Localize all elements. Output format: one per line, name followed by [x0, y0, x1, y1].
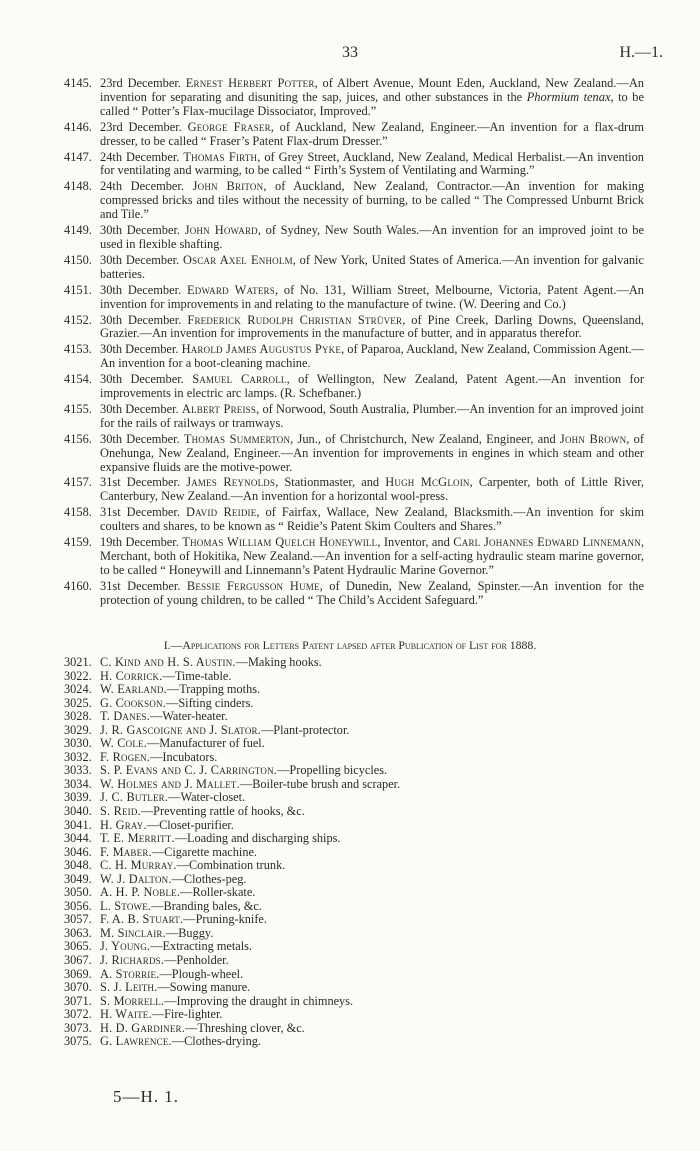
- lapsed-text: [100, 900, 262, 914]
- co-applicant-name: Hugh McGloin: [385, 475, 470, 490]
- lapsed-entry: [64, 900, 624, 914]
- lapsed-description: —Threshing clover, &c.: [185, 1020, 305, 1035]
- lapsed-text: [100, 832, 340, 846]
- application-date: 30th December.: [100, 401, 182, 416]
- lapsed-number: 3075.: [64, 1034, 92, 1049]
- lapsed-description: —Sowing manure.: [157, 980, 251, 995]
- lapsed-number: 3041.: [64, 817, 92, 832]
- application-description: , of Onehunga, New Zealand, Engineer.—An invention for improvements in engines in which steam and other expansive fluids are the motive-power.: [100, 431, 644, 474]
- lapsed-entry: [64, 764, 624, 778]
- lapsed-text: [100, 846, 257, 860]
- lapsed-applicant: T. E. Merritt.: [100, 831, 175, 846]
- application-number: 4159.: [64, 535, 92, 550]
- lapsed-description: —Clothes-peg.: [171, 871, 247, 886]
- lapsed-entry: [64, 778, 624, 792]
- lapsed-applicant: W. Holmes and J. Mallet.: [100, 776, 240, 791]
- co-applicant-name: Carl Johannes Edward Linnemann: [453, 535, 641, 550]
- application-entry: [64, 224, 644, 252]
- application-date: 31st December.: [100, 578, 187, 593]
- application-entry: [64, 180, 644, 222]
- lapsed-entry: [64, 995, 624, 1009]
- lapsed-number: 3073.: [64, 1020, 92, 1035]
- lapsed-entry: [64, 913, 624, 927]
- application-text: [100, 284, 644, 312]
- lapsed-description: —Loading and discharging ships.: [174, 831, 341, 846]
- lapsed-text: [100, 1022, 305, 1036]
- lapsed-entry: [64, 805, 624, 819]
- lapsed-entry: [64, 819, 624, 833]
- lapsed-applicant: G. Cookson.: [100, 695, 167, 710]
- application-description: , of Wellington, New Zealand, Patent Agent.—An invention for improvements in electric arc lamps. (R. Schefbaner.): [100, 372, 645, 401]
- application-text: [100, 180, 644, 222]
- lapsed-description: —Fire-lighter.: [151, 1007, 223, 1022]
- applicant-name: Thomas Firth: [183, 149, 258, 164]
- application-date: 24th December.: [100, 149, 184, 164]
- applicant-name: Harold James Augustus Pyke: [181, 342, 342, 357]
- applicant-name: Thomas Summerton: [183, 431, 291, 446]
- lapsed-number: 3048.: [64, 858, 92, 873]
- application-description: , of Auckland, New Zealand, Contractor.—An invention for making compressed bricks and tiles without the necessity of burning, to be called “ The Compressed Unburnt Brick and Tile.”: [100, 179, 645, 222]
- lapsed-description: —Plough-wheel.: [159, 966, 244, 981]
- application-description: , of No. 131, William Street, Melbourne, Victoria, Patent Agent.—An invention for improvements in and relating to the manufacture of twine. (W. Deering and Co.): [100, 282, 644, 311]
- lapsed-description: —Propelling bicycles.: [277, 763, 388, 778]
- lapsed-number: 3021.: [64, 655, 92, 669]
- lapsed-number: 3028.: [64, 709, 92, 724]
- lapsed-description: —Closet-purifier.: [146, 817, 234, 832]
- lapsed-number: 3046.: [64, 844, 92, 859]
- lapsed-description: —Extracting metals.: [150, 939, 252, 954]
- application-number: 4152.: [64, 312, 92, 327]
- application-description: , of Pine Creek, Darling Downs, Queensland, Grazier.—An invention for improvements in the manufacture of butter, and in apparatus therefor.: [100, 312, 644, 341]
- lapsed-number: 3070.: [64, 980, 92, 995]
- lapsed-description: —Time-table.: [162, 668, 232, 683]
- document-reference: H.—1.: [619, 44, 663, 61]
- lapsed-text: [100, 751, 217, 765]
- application-description: , of Auckland, New Zealand, Engineer.—An invention for a flax-drum dresser, to be called “ Fraser’s Patent Flax-drum Dresser.”: [100, 119, 644, 148]
- application-description: , Stationmaster, and: [275, 475, 386, 490]
- lapsed-text: [100, 724, 349, 738]
- applicant-name: David Reidie: [185, 505, 257, 520]
- lapsed-section-heading: I.—Applications for Letters Patent lapsed after Publication of List for 1888.: [163, 638, 537, 652]
- lapsed-text: [100, 859, 285, 873]
- application-date: 30th December.: [100, 372, 193, 387]
- lapsed-entry: [64, 968, 624, 982]
- lapsed-description: —Water-heater.: [150, 709, 228, 724]
- lapsed-description: —Incubators.: [150, 749, 218, 764]
- application-text: [100, 403, 644, 431]
- lapsed-number: 3065.: [64, 939, 92, 954]
- applicant-name: Ernest Herbert Potter: [185, 76, 315, 90]
- lapsed-applicant: A. H. P. Noble.: [100, 885, 181, 900]
- applicant-name: Albert Preiss: [181, 401, 257, 416]
- lapsed-entry: [64, 940, 624, 954]
- lapsed-applicant: W. Cole.: [100, 736, 147, 751]
- applicant-name: Thomas William Quelch Honeywill: [182, 535, 378, 550]
- application-description: , of New York, United States of America.—An invention for galvanic batteries.: [100, 252, 644, 281]
- page-number: 33: [342, 44, 358, 61]
- lapsed-entry: [64, 751, 624, 765]
- application-description: , of Sydney, New South Wales.—An invention for an improved joint to be used in flexible shafting.: [100, 223, 645, 251]
- lapsed-number: 3024.: [64, 682, 92, 697]
- application-description: , Merchant, both of Hokitika, New Zealand.—An invention for a self-acting hydraulic steam marine governor, to be called “ Honeywill and Linnemann’s Patent Hydraulic Marine Governor.”: [100, 535, 645, 577]
- lapsed-number: 3022.: [64, 668, 92, 683]
- application-entry: [64, 506, 644, 534]
- application-date: 31st December.: [100, 505, 186, 520]
- lapsed-entry: [64, 873, 624, 887]
- lapsed-number: 3029.: [64, 722, 92, 737]
- lapsed-number: 3049.: [64, 871, 92, 886]
- lapsed-description: —Cigarette machine.: [151, 844, 257, 859]
- lapsed-applicant: S. P. Evans and C. J. Carrington.: [100, 763, 278, 778]
- sheet-signature: 5—H. 1.: [113, 1087, 180, 1106]
- application-text: [100, 224, 644, 252]
- lapsed-number: 3033.: [64, 763, 92, 778]
- application-text: [100, 580, 644, 608]
- lapsed-description: —Penholder.: [164, 953, 229, 968]
- lapsed-applicant: J. Richards.: [100, 953, 165, 968]
- lapsed-number: 3063.: [64, 925, 92, 940]
- application-entry: [64, 151, 644, 179]
- lapsed-applications-list: [64, 656, 624, 1049]
- lapsed-text: [100, 1035, 261, 1049]
- application-entry: [64, 373, 644, 401]
- lapsed-text: [100, 683, 260, 697]
- lapsed-text: [100, 778, 400, 792]
- lapsed-number: 3050.: [64, 885, 92, 900]
- lapsed-entry: [64, 927, 624, 941]
- lapsed-description: —Preventing rattle of hooks, &c.: [140, 804, 305, 819]
- lapsed-applicant: M. Sinclair.: [100, 925, 166, 940]
- lapsed-entry: [64, 1035, 624, 1049]
- lapsed-description: —Water-closet.: [168, 790, 246, 805]
- lapsed-entry: [64, 683, 624, 697]
- application-number: 4146.: [64, 119, 92, 134]
- application-date: 30th December.: [100, 252, 183, 267]
- lapsed-text: [100, 710, 228, 724]
- lapsed-number: 3039.: [64, 790, 92, 805]
- lapsed-applicant: T. Danes.: [100, 709, 151, 724]
- application-date: 30th December.: [100, 282, 187, 297]
- application-description: , of Norwood, South Australia, Plumber.—An invention for an improved joint for the rails of railways or tramways.: [100, 401, 644, 430]
- lapsed-applicant: S. J. Leith.: [100, 980, 158, 995]
- lapsed-number: 3057.: [64, 912, 92, 927]
- application-text: [100, 506, 644, 534]
- lapsed-number: 3034.: [64, 776, 92, 791]
- lapsed-text: [100, 968, 243, 982]
- application-number: 4148.: [64, 179, 92, 194]
- application-entry: [64, 476, 644, 504]
- lapsed-applicant: J. R. Gascoigne and J. Slator.: [100, 722, 261, 737]
- lapsed-number: 3032.: [64, 749, 92, 764]
- lapsed-description: —Branding bales, &c.: [151, 898, 262, 913]
- lapsed-applicant: J. C. Butler.: [100, 790, 169, 805]
- lapsed-entry: [64, 1008, 624, 1022]
- application-date: 23rd December.: [100, 76, 186, 90]
- lapsed-entry: [64, 886, 624, 900]
- lapsed-entry: [64, 656, 624, 670]
- co-applicant-name: John Brown: [559, 431, 627, 446]
- application-date: 30th December.: [100, 312, 188, 327]
- application-text: [100, 373, 644, 401]
- lapsed-applicant: W. Earland.: [100, 682, 167, 697]
- lapsed-applicant: F. A. B. Stuart.: [100, 912, 184, 927]
- application-date: 19th December.: [100, 535, 183, 550]
- species-name: Phormium tenax: [526, 89, 611, 104]
- lapsed-number: 3040.: [64, 804, 92, 819]
- lapsed-description: —Making hooks.: [235, 655, 322, 669]
- lapsed-applicant: H. D. Gardiner.: [100, 1020, 186, 1035]
- application-entry: [64, 77, 644, 119]
- application-description: , Jun., of Christchurch, New Zealand, Engineer, and: [290, 431, 560, 446]
- lapsed-number: 3056.: [64, 898, 92, 913]
- application-description: , of Albert Avenue, Mount Eden, Auckland, New Zealand.—An invention for separating and disuniting the sap, juices, and other substances in the: [100, 76, 644, 104]
- lapsed-entry: [64, 846, 624, 860]
- lapsed-number: 3044.: [64, 831, 92, 846]
- lapsed-description: —Buggy.: [165, 925, 214, 940]
- lapsed-number: 3030.: [64, 736, 92, 751]
- lapsed-entry: [64, 710, 624, 724]
- application-description: , of Dunedin, New Zealand, Spinster.—An invention for the protection of young children, to be called “ The Child’s Accident Safeguard.”: [100, 578, 644, 607]
- applicant-name: John Briton: [192, 179, 264, 194]
- lapsed-applicant: G. Lawrence.: [100, 1034, 172, 1049]
- application-text: [100, 536, 644, 578]
- lapsed-text: [100, 670, 231, 684]
- lapsed-applicant: A. Storrie.: [100, 966, 160, 981]
- lapsed-entry: [64, 724, 624, 738]
- application-date: 30th December.: [100, 223, 185, 238]
- lapsed-text: [100, 656, 322, 670]
- application-description: , of Grey Street, Auckland, New Zealand, Medical Herbalist.—An invention for ventilating and warming, to be called “ Firth’s System of Ventilating and Warming.”: [100, 149, 645, 178]
- application-description: , to be called “ Potter’s Flax-mucilage Dissociator, Improved.”: [100, 89, 644, 118]
- lapsed-description: —Plant-protector.: [261, 722, 350, 737]
- application-entry: [64, 536, 644, 578]
- lapsed-entry: [64, 1022, 624, 1036]
- application-number: 4149.: [64, 223, 92, 238]
- application-entry: [64, 121, 644, 149]
- lapsed-applicant: C. Kind and H. S. Austin.: [100, 655, 236, 669]
- application-number: 4151.: [64, 282, 92, 297]
- lapsed-applicant: J. Young.: [100, 939, 151, 954]
- lapsed-number: 3067.: [64, 953, 92, 968]
- application-entry: [64, 343, 644, 371]
- lapsed-text: [100, 940, 252, 954]
- lapsed-applicant: S. Reid.: [100, 804, 141, 819]
- patent-applications-list: [64, 77, 644, 608]
- application-number: 4158.: [64, 505, 92, 520]
- lapsed-number: 3069.: [64, 966, 92, 981]
- applicant-name: Frederick Rudolph Christian Strüver: [187, 312, 403, 327]
- application-entry: [64, 254, 644, 282]
- lapsed-applicant: S. Morrell.: [100, 993, 165, 1008]
- applicant-name: Oscar Axel Enholm: [182, 252, 293, 267]
- application-number: 4154.: [64, 372, 92, 387]
- lapsed-text: [100, 913, 267, 927]
- lapsed-entry: [64, 832, 624, 846]
- lapsed-description: —Manufacturer of fuel.: [147, 736, 265, 751]
- lapsed-description: —Improving the draught in chimneys.: [164, 993, 354, 1008]
- lapsed-number: 3072.: [64, 1007, 92, 1022]
- lapsed-text: [100, 954, 229, 968]
- application-text: [100, 314, 644, 342]
- lapsed-text: [100, 995, 353, 1009]
- applicant-name: Bessie Fergusson Hume: [186, 578, 320, 593]
- lapsed-number: 3071.: [64, 993, 92, 1008]
- lapsed-text: [100, 697, 253, 711]
- application-description: , Inventor, and: [377, 535, 454, 550]
- application-description: , of Paparoa, Auckland, New Zealand, Commission Agent.—An invention for a boot-cleaning machine.: [100, 342, 644, 371]
- lapsed-applicant: H. Corrick.: [100, 668, 163, 683]
- lapsed-text: [100, 886, 255, 900]
- lapsed-text: [100, 791, 245, 805]
- application-number: 4157.: [64, 475, 92, 490]
- lapsed-text: [100, 981, 250, 995]
- application-text: [100, 343, 644, 371]
- application-number: 4156.: [64, 431, 92, 446]
- application-description: , Carpenter, both of Little River, Canterbury, New Zealand.—An invention for a horizontal wool-press.: [100, 475, 645, 504]
- application-text: [100, 254, 644, 282]
- applicant-name: Samuel Carroll: [192, 372, 287, 387]
- lapsed-entry: [64, 981, 624, 995]
- lapsed-applicant: F. Rogen.: [100, 749, 151, 764]
- application-text: [100, 121, 644, 149]
- application-entry: [64, 433, 644, 475]
- applicant-name: George Fraser: [187, 119, 271, 134]
- lapsed-description: —Clothes-drying.: [171, 1034, 261, 1049]
- applicant-name: John Howard: [184, 223, 258, 238]
- lapsed-text: [100, 873, 246, 887]
- lapsed-entry: [64, 697, 624, 711]
- lapsed-entry: [64, 670, 624, 684]
- lapsed-number: 3025.: [64, 695, 92, 710]
- application-number: 4153.: [64, 342, 92, 357]
- application-date: 23rd December.: [100, 119, 188, 134]
- lapsed-applicant: F. Maber.: [100, 844, 152, 859]
- lapsed-text: [100, 805, 305, 819]
- lapsed-applicant: H. Waite.: [100, 1007, 152, 1022]
- application-number: 4155.: [64, 401, 92, 416]
- lapsed-description: —Sifting cinders.: [166, 695, 254, 710]
- application-date: 31st December.: [100, 475, 187, 490]
- application-entry: [64, 403, 644, 431]
- application-description: , of Fairfax, Wallace, New Zealand, Blacksmith.—An invention for skim coulters and shares, to be known as “ Reidie’s Patent Skim Coulters and Shares.”: [100, 505, 644, 534]
- applicant-name: Edward Waters: [187, 282, 275, 297]
- lapsed-applicant: W. J. Dalton.: [100, 871, 172, 886]
- application-text: [100, 433, 644, 475]
- application-date: 30th December.: [100, 431, 184, 446]
- lapsed-applicant: C. H. Murray.: [100, 858, 177, 873]
- lapsed-entry: [64, 737, 624, 751]
- application-text: [100, 77, 644, 119]
- application-entry: [64, 314, 644, 342]
- lapsed-description: —Pruning-knife.: [183, 912, 267, 927]
- application-entry: [64, 580, 644, 608]
- lapsed-description: —Boiler-tube brush and scraper.: [239, 776, 401, 791]
- lapsed-text: [100, 819, 234, 833]
- application-text: [100, 476, 644, 504]
- application-number: 4145.: [64, 76, 92, 90]
- lapsed-applicant: H. Gray.: [100, 817, 147, 832]
- application-number: 4147.: [64, 149, 92, 164]
- application-entry: [64, 284, 644, 312]
- lapsed-description: —Combination trunk.: [176, 858, 286, 873]
- lapsed-entry: [64, 954, 624, 968]
- application-date: 24th December.: [100, 179, 193, 194]
- lapsed-entry: [64, 791, 624, 805]
- lapsed-text: [100, 927, 213, 941]
- lapsed-description: —Trapping moths.: [166, 682, 261, 697]
- applicant-name: James Reynolds: [186, 475, 276, 490]
- lapsed-entry: [64, 859, 624, 873]
- application-text: [100, 151, 644, 179]
- lapsed-description: —Roller-skate.: [180, 885, 256, 900]
- application-number: 4150.: [64, 252, 92, 267]
- application-number: 4160.: [64, 578, 92, 593]
- lapsed-text: [100, 1008, 222, 1022]
- lapsed-text: [100, 764, 387, 778]
- application-date: 30th December.: [100, 342, 182, 357]
- lapsed-applicant: L. Stowe.: [100, 898, 152, 913]
- lapsed-text: [100, 737, 265, 751]
